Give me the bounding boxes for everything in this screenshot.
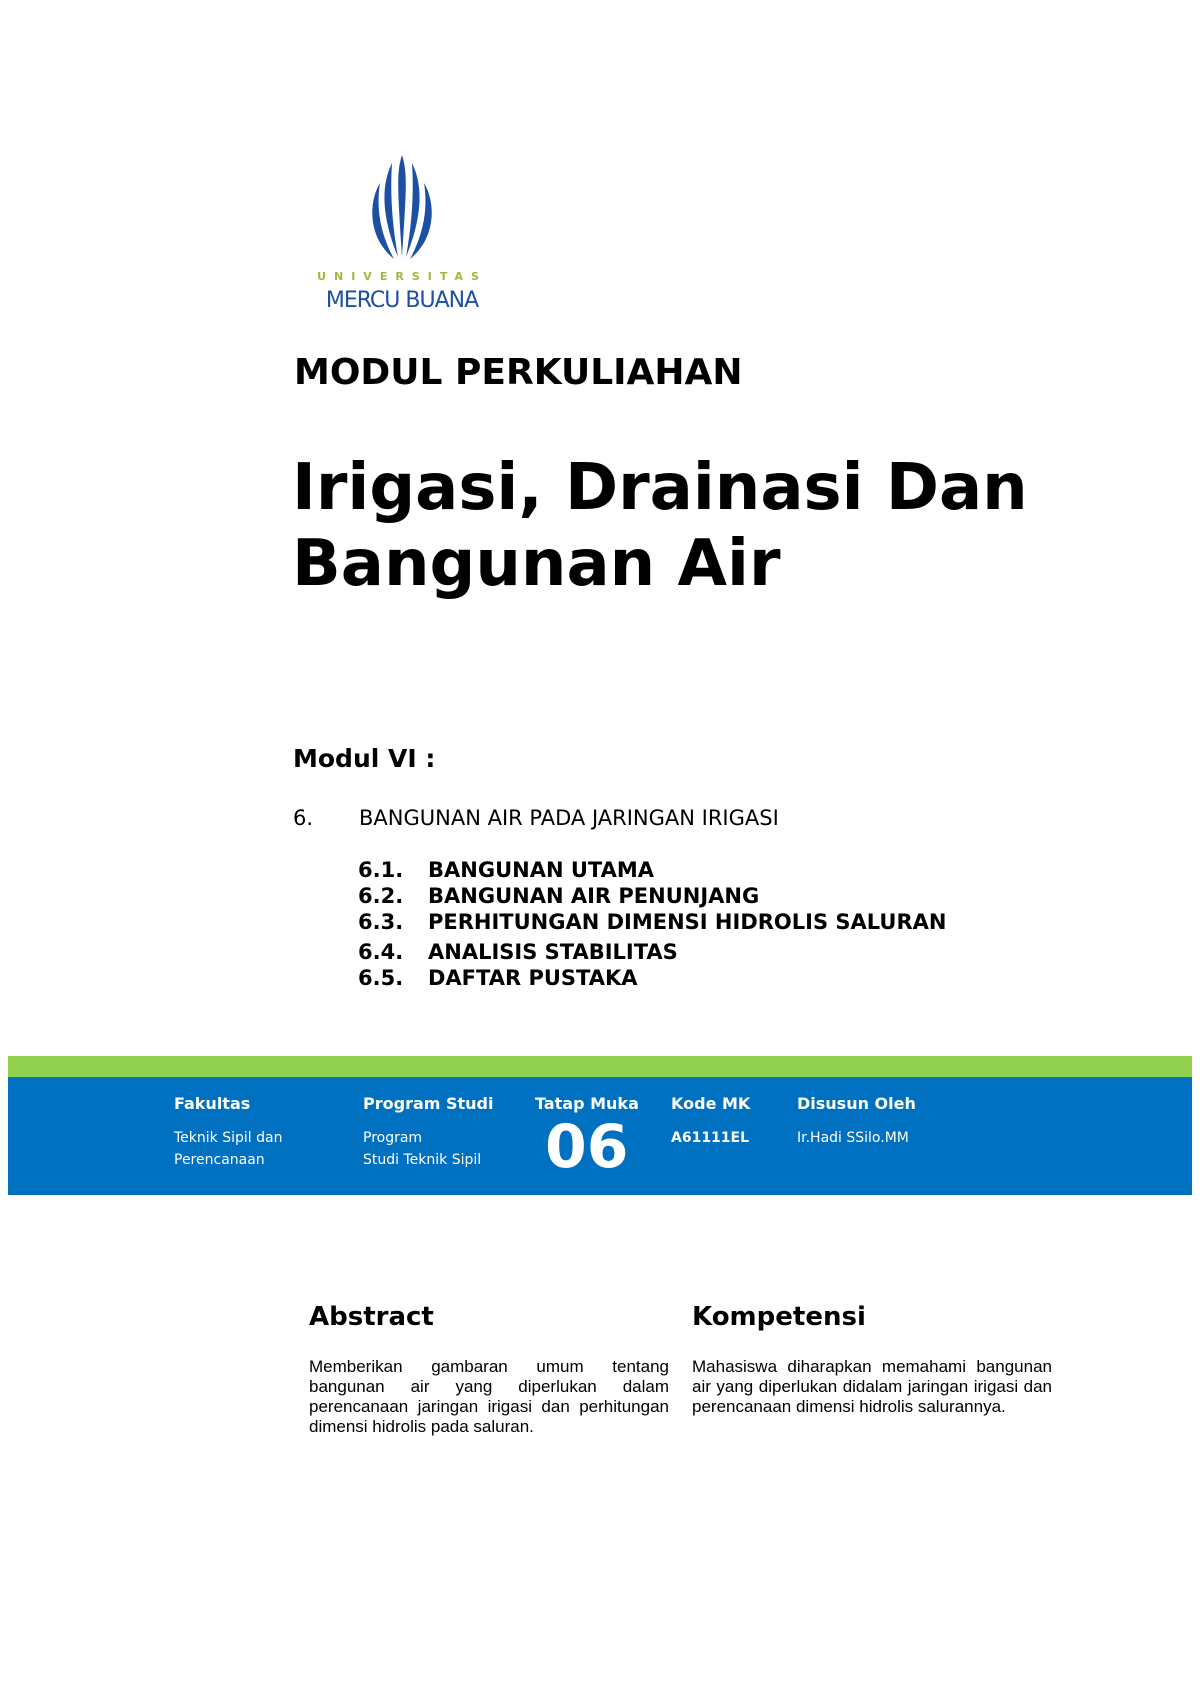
document-kicker: MODUL PERKULIAHAN	[294, 352, 743, 393]
toc-item-number: 6.4.	[358, 940, 404, 964]
toc-item	[358, 966, 638, 990]
fakultas-label: Fakultas	[174, 1094, 251, 1113]
program-studi-line-1: Program	[363, 1130, 423, 1146]
fakultas-value	[174, 1127, 282, 1171]
toc-item	[358, 910, 946, 934]
document-title	[292, 450, 1172, 602]
abstract-heading: Abstract	[309, 1302, 434, 1332]
disusun-oleh-value: Ir.Hadi SSilo.MM	[797, 1130, 909, 1146]
fakultas-value-line-2: Perencanaan	[174, 1152, 265, 1168]
program-studi-line-2: Studi Teknik Sipil	[363, 1152, 482, 1168]
green-divider-bar	[8, 1056, 1192, 1077]
toc-item-text: ANALISIS STABILITAS	[428, 940, 678, 964]
toc-item-number: 6.5.	[358, 966, 404, 990]
toc-item-number: 6.2.	[358, 884, 404, 908]
flame-emblem-icon	[366, 153, 438, 263]
module-label: Modul VI :	[293, 744, 436, 773]
toc-item-text: DAFTAR PUSTAKA	[428, 966, 638, 990]
toc-item	[358, 940, 678, 964]
kompetensi-heading: Kompetensi	[692, 1302, 866, 1332]
title-line-1: Irigasi, Drainasi Dan	[292, 451, 1028, 525]
tatap-muka-label: Tatap Muka	[535, 1094, 639, 1113]
kompetensi-body: Mahasiswa diharapkan memahami bangunan air yang diperlukan didalam jaringan irigasi dan perencanaan dimensi hidrolis salurannya.	[692, 1357, 1052, 1416]
university-logo	[296, 145, 508, 320]
toc-item	[358, 884, 759, 908]
abstract-body: Memberikan gambaran umum tentang bangunan air yang diperlukan dalam perencanaan jaringan irigasi dan perhitungan dimensi hidrolis pada saluran.	[309, 1357, 669, 1436]
toc-item-text: PERHITUNGAN DIMENSI HIDROLIS SALURAN	[428, 910, 947, 934]
toc-item-text: BANGUNAN UTAMA	[428, 858, 654, 882]
toc-item	[358, 858, 654, 882]
toc-item-text: BANGUNAN AIR PENUNJANG	[428, 884, 760, 908]
logo-name-text: MERCU BUANA	[325, 288, 479, 313]
chapter-number: 6.	[293, 806, 314, 830]
toc-item-number: 6.3.	[358, 910, 404, 934]
fakultas-value-line-1: Teknik Sipil dan	[174, 1130, 283, 1146]
tatap-muka-value: 06	[545, 1112, 629, 1182]
toc-item-number: 6.1.	[358, 858, 404, 882]
program-studi-value	[363, 1127, 481, 1171]
title-line-2: Bangunan Air	[292, 527, 781, 601]
disusun-oleh-label: Disusun Oleh	[797, 1094, 916, 1113]
kode-mk-label: Kode MK	[671, 1094, 751, 1113]
info-bar	[8, 1077, 1192, 1195]
chapter-title: BANGUNAN AIR PADA JARINGAN IRIGASI	[359, 806, 779, 830]
logo-universitas-text: UNIVERSITAS	[317, 270, 487, 283]
kode-mk-value: A61111EL	[671, 1130, 750, 1146]
program-studi-label: Program Studi	[363, 1094, 494, 1113]
